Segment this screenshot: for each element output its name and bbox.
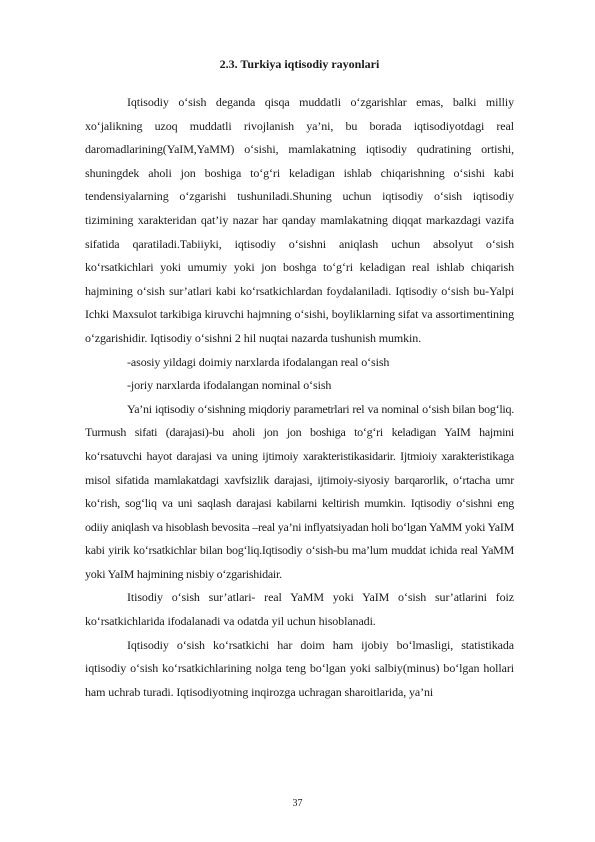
list-item-nominal-growth: -joriy narxlarda ifodalangan nominal o‘sish — [127, 378, 332, 393]
document-page — [85, 56, 514, 704]
paragraph-negative-growth: Iqtisodiy o‘sish ko‘rsatkichi har doim ham ijobiy bo‘lmasligi, statistikada iqtisodiy o‘sish ko‘rsatkichlarining nolga teng bo‘lgan yoki salbiy(minus) bo‘lgan hollari ham uchrab turadi. Iqtisodiyotning inqirozga uchragan sharoitlarida, ya’ni — [85, 637, 514, 699]
paragraph-quality-of-life: Ya’ni iqtisodiy o‘sishning miqdoriy parametrlari rel va nominal o‘sish bilan bog‘liq. Turmush sifati (darajasi)-bu aholi jon jon boshiga to‘g‘ri keladigan YaIM hajmini ko‘rsatuvchi hayot darajasi va uning ijtimoiy xarakteristikasidarir. Ijtmioiy xarakteristikaga misol sifatida mamlakatdagi xavfsizlik darajasi, ijtimoiy-siyosiy barqarorlik, o‘rtacha umr ko‘rish, sog‘liq va uni saqlash darajasi kabilarni keltirish mumkin. Iqtisodiy o‘sishni eng odiiy aniqlash va hisoblash bevosita –real ya’ni inflyatsiyadan holi bo‘lgan YaMM yoki YaIM kabi yirik ko‘rsatkichlar bilan bog‘liq.Iqtisodiy o‘sish-bu ma’lum muddat ichida real YaMM yoki YaIM hajmining nisbiy o‘zgarishidair. — [85, 401, 514, 581]
page-number: 37 — [292, 798, 303, 809]
section-title: 2.3. Turkiya iqtisodiy rayonlari — [219, 57, 380, 71]
list-item-real-growth: -asosiy yildagi doimiy narxlarda ifodalangan real o‘sish — [127, 354, 390, 369]
paragraph-economic-growth-definition: Iqtisodiy o‘sish deganda qisqa muddatli o‘zgarishlar emas, balki milliy xo‘jalikning uzoq muddatli rivojlanish ya’ni, bu borada iqtisodiyotdagi real daromadlarining(YaIM,YaMM) o‘sishi, mamlakatning iqtisodiy qudratining ortishi, shuningdek aholi jon boshiga to‘g‘ri keladigan ishlab chiqarishning o‘sishi kabi tendensiyalarning o‘zgarishi tushuniladi.Shuning uchun iqtisodiy o‘sish iqtisodiy tizimining xarakteridan qat’iy nazar har qanday mamlakatning diqqat markazdagi vazifa sifatida qaratiladi.Tabiiyki, iqtisodiy o‘sishni aniqlash uchun absolyut o‘sish ko‘rsatkichlari yoki umumiy yoki jon boshga to‘g‘ri keladigan real ishlab chiqarish hajmining o‘sish sur’atlari kabi ko‘rsatkichlardan foydalaniladi. Iqtisodiy o‘sish bu-Yalpi Ichki Maxsulot tarkibiga kiruvchi hajmning o‘sishi, boyliklarning sifat va assortimentining o‘zgarishidir. Iqtisodiy o‘sishni 2 hil nuqtai nazarda tushunish mumkin. — [85, 95, 514, 345]
paragraph-growth-rates: Itisodiy o‘sish sur’atlari- real YaMM yoki YaIM o‘sish sur’atlarini foiz ko‘rsatkichlarida ifodalanadi va odatda yil uchun hisoblanadi. — [85, 590, 514, 629]
